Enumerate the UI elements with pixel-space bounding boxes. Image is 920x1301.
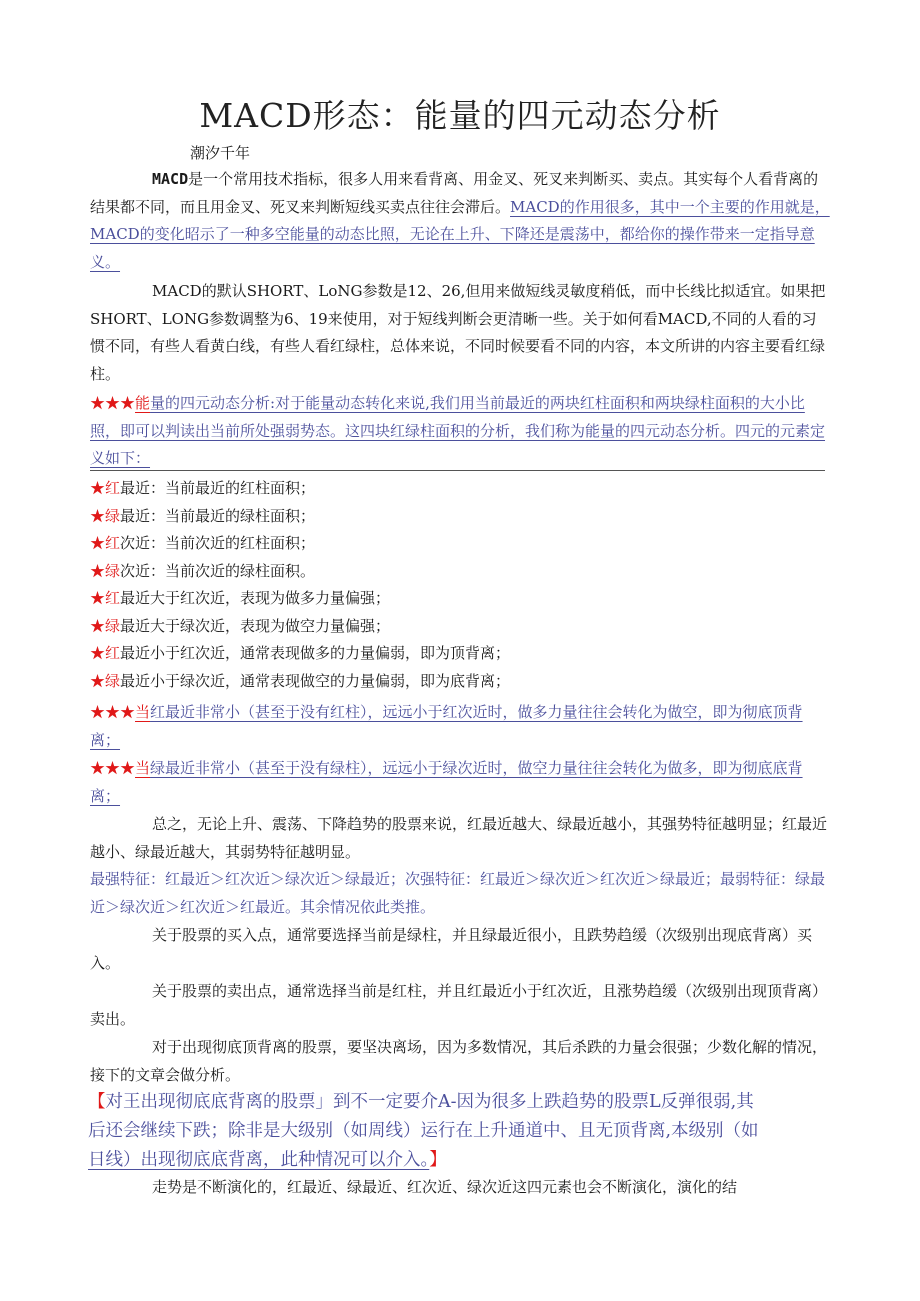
paragraph-note bbox=[88, 1088, 830, 1175]
paragraph-definition bbox=[90, 390, 830, 473]
paragraph-params bbox=[90, 278, 830, 388]
list-item: ★绿次近：当前次近的绿柱面积。 bbox=[90, 561, 316, 580]
macd-term: MACD bbox=[152, 170, 189, 188]
intro-highlight: MACD的作用很多，其中一个主要的作用就是，MACD的变化昭示了一种多空能量的动态比照，无论在上升、下降还是震荡中，都给你的操作带来一定指导意义。 bbox=[90, 197, 830, 271]
page-title: MACD形态：能量的四元动态分析 bbox=[199, 96, 721, 135]
bracket-close: 】 bbox=[429, 1150, 447, 1170]
star-icon: ★★★ bbox=[90, 759, 136, 777]
evolution-text: 走势是不断演化的，红最近、绿最近、红次近、绿次近这四元素也会不断演化，演化的结 bbox=[152, 1178, 738, 1196]
star-icon: ★ bbox=[90, 671, 106, 690]
star-icon: ★ bbox=[90, 479, 106, 497]
star-icon: ★★★ bbox=[90, 703, 136, 721]
paragraph-exit bbox=[90, 1034, 830, 1089]
star-icon: ★ bbox=[90, 589, 106, 607]
list-item: ★红次近：当前次近的红柱面积； bbox=[90, 534, 316, 552]
bracket-open: 【 bbox=[88, 1092, 106, 1112]
features-text: 最强特征：红最近＞红次近＞绿次近＞绿最近；次强特征：红最近＞绿次近＞红次近＞绿最近；最弱特征：绿最近＞绿次近＞红次近＞红最近。其余情况依此类推。 bbox=[90, 870, 826, 916]
list-item: ★绿最近：当前最近的绿柱面积； bbox=[90, 506, 316, 525]
paragraph-features bbox=[90, 866, 830, 921]
paragraph-summary bbox=[90, 811, 830, 866]
list-item: ★绿最近大于绿次近，表现为做空力量偏强； bbox=[90, 616, 391, 635]
element-list bbox=[90, 475, 830, 695]
paragraph-top-divergence: ★★★当红最近非常小（甚至于没有红柱），远远小于红次近时，做多力量往往会转化为做空，即为彻底顶背离； bbox=[90, 703, 803, 749]
paragraph-evolution bbox=[90, 1174, 830, 1202]
top-divergence-text: 红最近非常小（甚至于没有红柱），远远小于红次近时，做多力量往往会转化为做空，即为彻底顶背离； bbox=[90, 703, 803, 749]
list-item: ★红最近：当前最近的红柱面积； bbox=[90, 479, 316, 497]
star-icon: ★ bbox=[90, 644, 106, 662]
divider bbox=[90, 470, 825, 471]
star-icon: ★ bbox=[90, 534, 106, 552]
note-line-1: 对王出现彻底底背离的股票」到不一定要介A-因为很多上跌趋势的股票L反弹很弱,其 bbox=[105, 1092, 754, 1112]
intro-text: 是一个常用技术指标，很多人用来看背离、用金叉、死叉来判断买、卖点。其实每个人看背离的结果都不同，而且用金叉、死叉来判断短线买卖点往往会滞后。 bbox=[90, 170, 819, 216]
list-item: ★红最近小于红次近，通常表现做多的力量偏弱，即为顶背离； bbox=[90, 644, 511, 662]
buy-point-text: 关于股票的买入点，通常要选择当前是绿柱，并且绿最近很小，且跌势趋缓（次级别出现底背离）买入。 bbox=[90, 926, 813, 972]
paragraph-bottom-divergence: ★★★当绿最近非常小（甚至于没有绿柱），远远小于绿次近时，做空力量往往会转化为做多，即为彻底底背离； bbox=[90, 759, 803, 805]
list-item: ★红最近大于红次近，表现为做多力量偏强； bbox=[90, 589, 391, 607]
star-icon: ★ bbox=[90, 506, 106, 525]
author: 潮汐千年 bbox=[190, 144, 251, 162]
star-icon: ★ bbox=[90, 561, 106, 580]
definition-text: 量的四元动态分析:对于能量动态转化来说,我们用当前最近的两块红柱面积和两块绿柱面积的大小比照，即可以判读出当前所处强弱势态。这四块红绿柱面积的分析，我们称为能量的四元动态分析。四元的元素定义如下： bbox=[90, 394, 826, 467]
star-icon: ★ bbox=[90, 616, 106, 635]
exit-text: 对于出现彻底顶背离的股票，要坚决离场，因为多数情况，其后杀跌的力量会很强；少数化解的情况，接下的文章会做分析。 bbox=[90, 1038, 828, 1084]
paragraph-buy-point bbox=[90, 922, 830, 977]
note-line-3: 日线）出现彻底底背离，此种情况可以介入。 bbox=[88, 1150, 430, 1170]
definition-red-char: 能 bbox=[135, 394, 151, 412]
paragraph-intro bbox=[90, 166, 830, 276]
list-item: ★绿最近小于绿次近，通常表现做空的力量偏弱，即为底背离； bbox=[90, 671, 511, 690]
sell-point-text: 关于股票的卖出点，通常选择当前是红柱，并且红最近小于红次近，且涨势趋缓（次级别出现顶背离）卖出。 bbox=[90, 982, 828, 1028]
summary-text: 总之，无论上升、震荡、下降趋势的股票来说，红最近越大、绿最近越小，其强势特征越明显；红最近越小、绿最近越大，其弱势特征越明显。 bbox=[90, 815, 828, 861]
bottom-divergence-text: 绿最近非常小（甚至于没有绿柱），远远小于绿次近时，做空力量往往会转化为做多，即为彻底底背离； bbox=[90, 759, 803, 805]
star-icon: ★★★ bbox=[90, 394, 136, 412]
paragraph-sell-point bbox=[90, 978, 830, 1033]
note-line-2: 后还会继续下跌；除非是大级别（如周线）运行在上升通道中、且无顶背离,本级别（如 bbox=[88, 1121, 759, 1141]
params-text: MACD的默认SHORT、LoNG参数是12、26,但用来做短线灵敏度稍低，而中长线比拟适宜。如果把SHORT、LONG参数调整为6、19来使用，对于短线判断会更清晰一些。关于如何看MACD,不同的人看的习惯不同，有些人看黄白线，有些人看红绿柱，总体来说，不同时候要看不同的内容，本文所讲的内容主要看红绿柱。 bbox=[90, 282, 826, 383]
